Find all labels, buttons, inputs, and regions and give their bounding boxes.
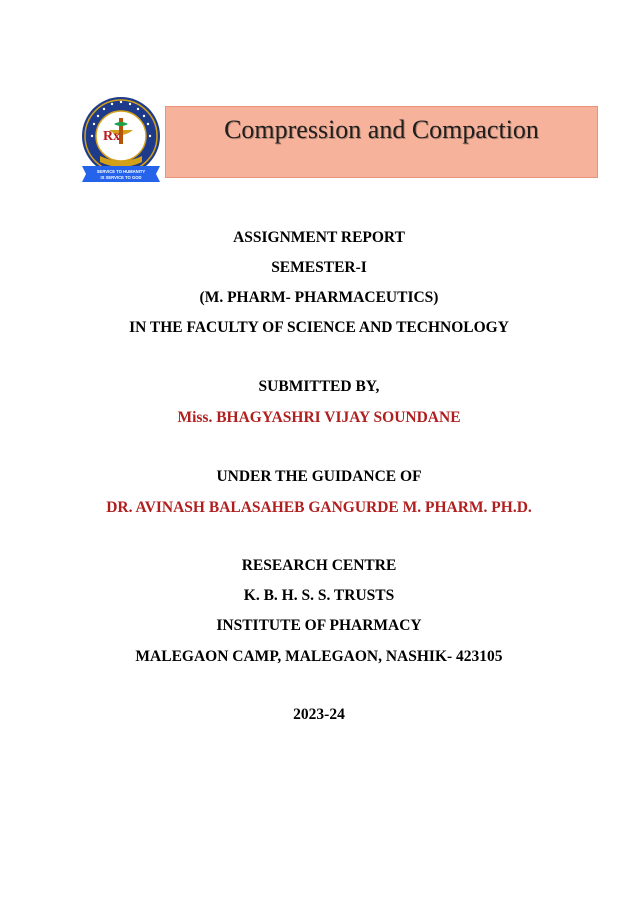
motto-line-2: IS SERVICE TO GOD (100, 175, 142, 180)
document-title: Compression and Compaction (224, 115, 539, 144)
faculty: IN THE FACULTY OF SCIENCE AND TECHNOLOGY (129, 319, 509, 336)
student-name: Miss. BHAGYASHRI VIJAY SOUNDANE (177, 409, 461, 426)
institute-seal-icon (80, 96, 162, 190)
institute-logo (80, 96, 162, 190)
submitted-by-label: SUBMITTED BY, (258, 378, 380, 395)
guide-name: DR. AVINASH BALASAHEB GANGURDE M. PHARM. PH.D. (106, 499, 532, 516)
trust-name: K. B. H. S. S. TRUSTS (243, 587, 395, 604)
institute-address: MALEGAON CAMP, MALEGAON, NASHIK- 423105 (135, 648, 503, 665)
research-centre-label: RESEARCH CENTRE (241, 557, 397, 574)
motto-line-1: SERVICE TO HUMANITY (96, 169, 146, 174)
title-banner (165, 106, 598, 178)
program: (M. PHARM- PHARMACEUTICS) (199, 289, 439, 306)
guidance-label: UNDER THE GUIDANCE OF (216, 468, 422, 485)
institute-name: INSTITUTE OF PHARMACY (216, 617, 422, 634)
semester: SEMESTER-I (271, 259, 367, 276)
rx-symbol: Rx (103, 129, 121, 144)
report-type: ASSIGNMENT REPORT (233, 229, 405, 246)
academic-year: 2023-24 (293, 706, 345, 723)
